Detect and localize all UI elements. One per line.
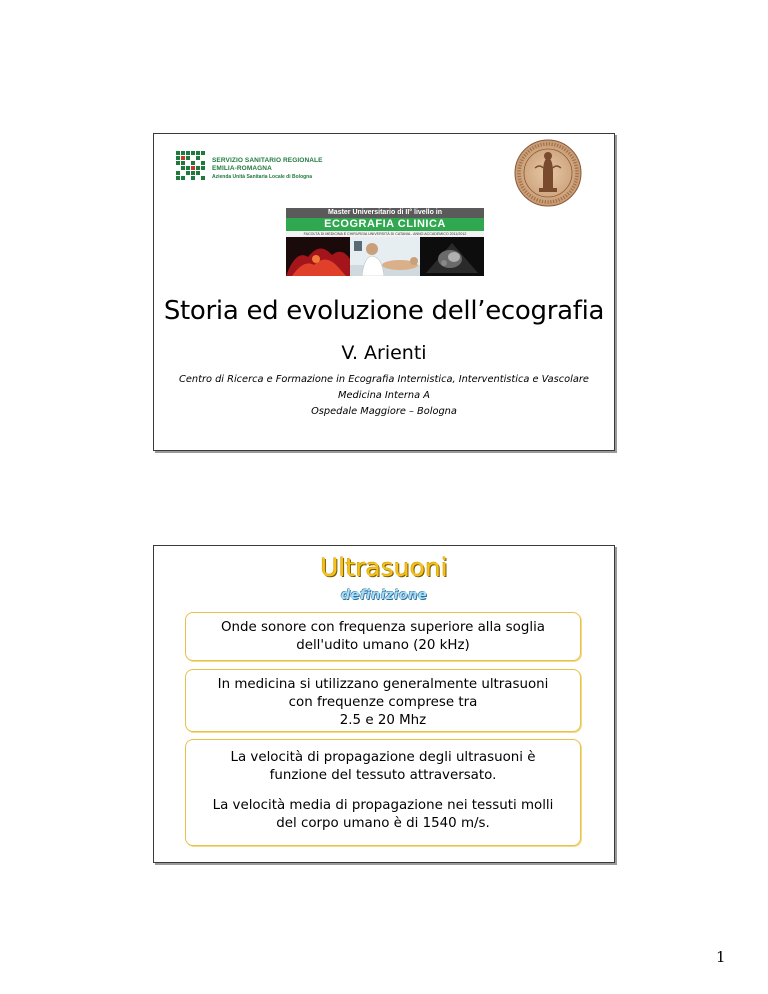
box-text-line: In medicina si utilizzano generalmente ultrasuoni xyxy=(217,677,549,692)
definition-slide xyxy=(153,545,615,863)
affiliation-line: Ospedale Maggiore – Bologna xyxy=(311,406,457,417)
banner-subtitle: FACOLTÀ DI MEDICINA E CHIRURGIA UNIVERSITÀ DI CATANIA - ANNO ACCADEMICO 2011/2012 xyxy=(286,231,484,237)
author-name: V. Arienti xyxy=(341,342,427,364)
slide-title: Ultrasuoni xyxy=(320,553,448,582)
photo-ultrasound-image xyxy=(420,237,484,276)
box-text-line: La velocità media di propagazione nei tessuti molli xyxy=(212,798,554,813)
logo-line-2: EMILIA-ROMAGNA xyxy=(212,165,272,172)
photo-doctor-exam xyxy=(350,237,420,276)
logo-line-1: SERVIZIO SANITARIO REGIONALE xyxy=(212,157,323,164)
affiliation-line: Medicina Interna A xyxy=(338,390,430,401)
affiliation-line: Centro di Ricerca e Formazione in Ecografia Internistica, Interventistica e Vascolare xyxy=(179,374,589,385)
banner-top-text: Master Universitario di II° livello in xyxy=(286,208,484,218)
page-number: 1 xyxy=(716,948,726,966)
university-seal-icon xyxy=(513,138,583,208)
title-slide xyxy=(153,133,615,451)
banner-title: ECOGRAFIA CLINICA xyxy=(286,218,484,231)
banner-photos xyxy=(286,237,484,276)
box-text-line: Onde sonore con frequenza superiore alla soglia xyxy=(221,620,545,635)
ssr-grid-icon xyxy=(176,151,208,181)
box-text-line: con frequenze comprese tra xyxy=(288,695,478,710)
logo-line-3: Azienda Unità Sanitaria Locale di Bologna xyxy=(212,174,313,180)
definition-box xyxy=(185,612,581,661)
photo-red-scan xyxy=(286,237,350,276)
box-text-line: 2.5 e 20 Mhz xyxy=(339,713,427,728)
definition-box xyxy=(185,739,581,846)
box-text-line: del corpo umano è di 1540 m/s. xyxy=(276,816,490,831)
slide-subtitle: definizione xyxy=(340,588,428,603)
box-text-line: funzione del tessuto attraversato. xyxy=(269,768,497,783)
ssr-logo xyxy=(176,151,326,187)
master-banner xyxy=(286,208,484,276)
definition-box xyxy=(185,669,581,732)
slide-title: Storia ed evoluzione dell’ecografia xyxy=(163,296,605,326)
box-text-line: dell'udito umano (20 kHz) xyxy=(296,638,470,653)
box-text-line: La velocità di propagazione degli ultrasuoni è xyxy=(230,750,536,765)
